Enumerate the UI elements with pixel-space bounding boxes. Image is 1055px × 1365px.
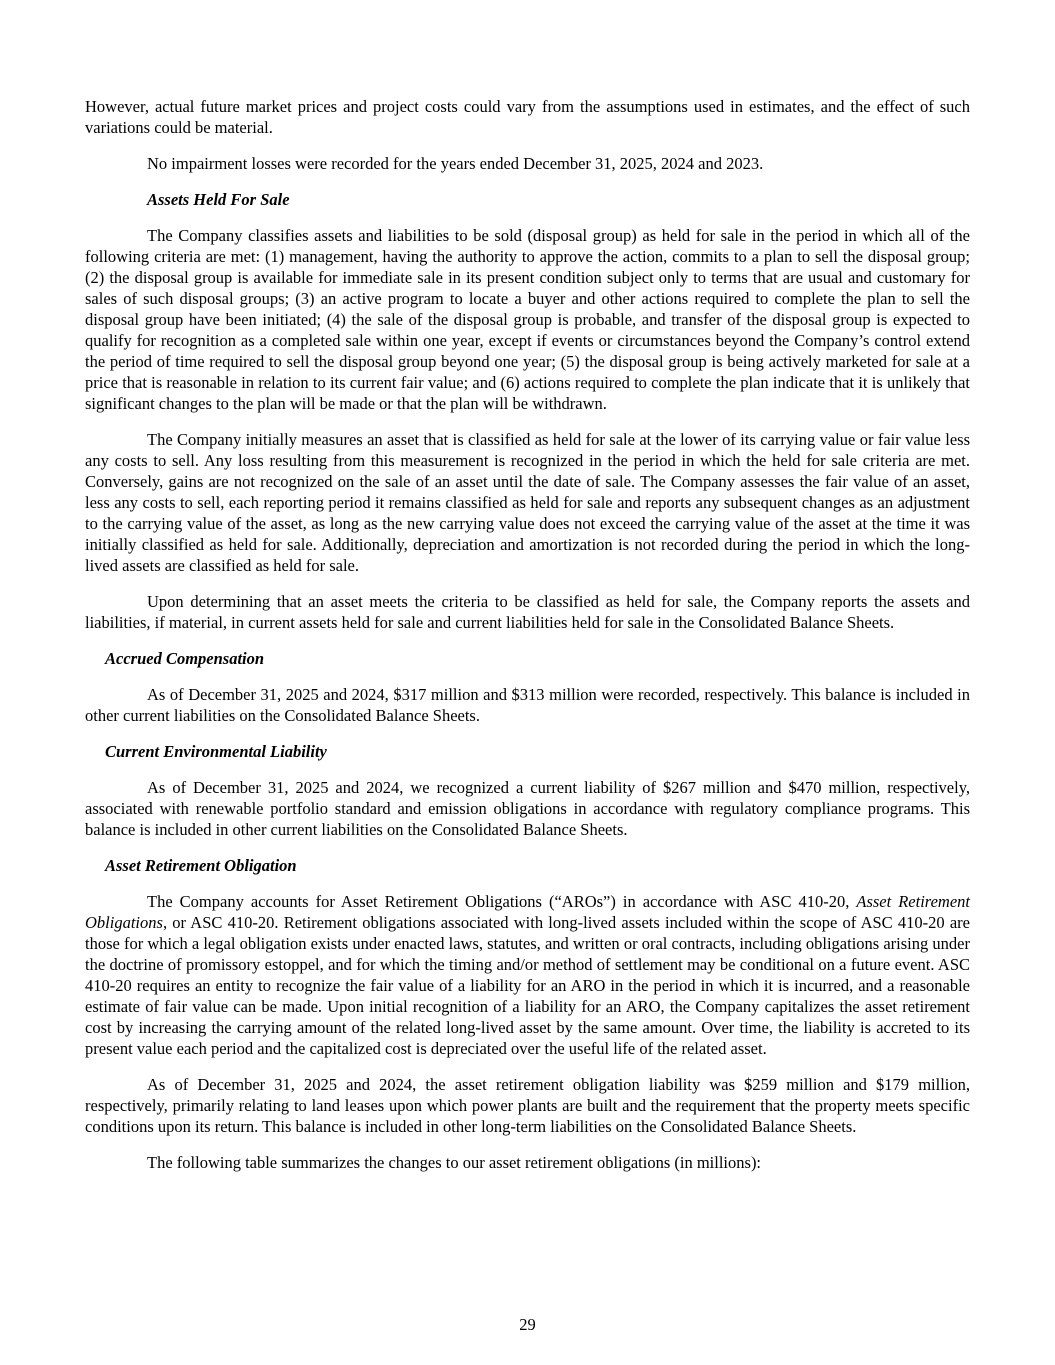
paragraph-market-prices: However, actual future market prices and project costs could vary from the assumptions used in estimates, and the effect of such variations could be material.	[85, 97, 970, 137]
paragraph-held-for-sale-reporting: Upon determining that an asset meets the criteria to be classified as held for sale, the Company reports the assets and liabilities, if material, in current assets held for sale and current liabilities held for sale in the Consolidated Balance Sheets.	[85, 592, 970, 632]
aro-accounting-text-before-italic: The Company accounts for Asset Retirement Obligations (“AROs”) in accordance with ASC 410-20,	[147, 892, 857, 911]
paragraph-held-for-sale-measurement: The Company initially measures an asset that is classified as held for sale at the lower of its carrying value or fair value less any costs to sell. Any loss resulting from this measurement is recognized in the period in which the held for sale criteria are met. Conversely, gains are not recognized on the sale of an asset until the date of sale. The Company assesses the fair value of an asset, less any costs to sell, each reporting period it remains classified as held for sale and reports any subsequent changes as an adjustment to the carrying value of the asset, as long as the new carrying value does not exceed the carrying value of the asset at the time it was initially classified as held for sale. Additionally, depreciation and amortization is not recorded during the period in which the long-lived assets are classified as held for sale.	[85, 430, 970, 575]
paragraph-current-environmental-liability: As of December 31, 2025 and 2024, we recognized a current liability of $267 million and $470 million, respectively, associated with renewable portfolio standard and emission obligations in accordance with regulatory compliance programs. This balance is included in other current liabilities on the Consolidated Balance Sheets.	[85, 778, 970, 839]
aro-accounting-italic-title: Asset Retirement Obligations	[85, 892, 970, 932]
paragraph-aro-accounting	[85, 891, 970, 1059]
section-heading-current-environmental-liability: Current Environmental Liability	[105, 742, 327, 761]
page-number: 29	[519, 1315, 536, 1334]
aro-accounting-text-after-italic: , or ASC 410-20. Retirement obligations associated with long-lived assets included within the scope of ASC 410-20 are those for which a legal obligation exists under enacted laws, statutes, and written or oral contracts, including obligations arising under the doctrine of promissory estoppel, and for which the timing and/or method of settlement may be conditional on a future event. ASC 410-20 requires an entity to recognize the fair value of a liability for an ARO in the period in which it is incurred, and a reasonable estimate of fair value can be made. Upon initial recognition of a liability for an ARO, the Company capitalizes the asset retirement cost by increasing the carrying amount of the related long-lived asset by the same amount. Over time, the liability is accreted to its present value each period and the capitalized cost is depreciated over the useful life of the related asset.	[85, 913, 970, 1058]
paragraph-aro-table-intro: The following table summarizes the changes to our asset retirement obligations (in millions):	[147, 1153, 762, 1172]
section-heading-assets-held-for-sale: Assets Held For Sale	[147, 190, 290, 209]
section-heading-accrued-compensation: Accrued Compensation	[105, 649, 265, 668]
paragraph-aro-liability-balance: As of December 31, 2025 and 2024, the asset retirement obligation liability was $259 million and $179 million, respectively, primarily relating to land leases upon which power plants are built and the requirement that the property meets specific conditions upon its return. This balance is included in other long-term liabilities on the Consolidated Balance Sheets.	[85, 1075, 970, 1136]
section-heading-asset-retirement-obligation: Asset Retirement Obligation	[105, 856, 297, 875]
paragraph-held-for-sale-criteria: The Company classifies assets and liabilities to be sold (disposal group) as held for sale in the period in which all of the following criteria are met: (1) management, having the authority to approve the action, commits to a plan to sell the disposal group; (2) the disposal group is available for immediate sale in its present condition subject only to terms that are usual and customary for sales of such disposal groups; (3) an active program to locate a buyer and other actions required to complete the plan to sell the disposal group have been initiated; (4) the sale of the disposal group is probable, and transfer of the disposal group is expected to qualify for recognition as a completed sale within one year, except if events or circumstances beyond the Company’s control extend the period of time required to sell the disposal group beyond one year; (5) the disposal group is being actively marketed for sale at a price that is reasonable in relation to its current fair value; and (6) actions required to complete the plan indicate that it is unlikely that significant changes to the plan will be made or that the plan will be withdrawn.	[85, 226, 970, 413]
paragraph-no-impairment: No impairment losses were recorded for the years ended December 31, 2025, 2024 and 2023.	[147, 154, 764, 173]
paragraph-accrued-compensation: As of December 31, 2025 and 2024, $317 million and $313 million were recorded, respectively. This balance is included in other current liabilities on the Consolidated Balance Sheets.	[85, 685, 970, 725]
